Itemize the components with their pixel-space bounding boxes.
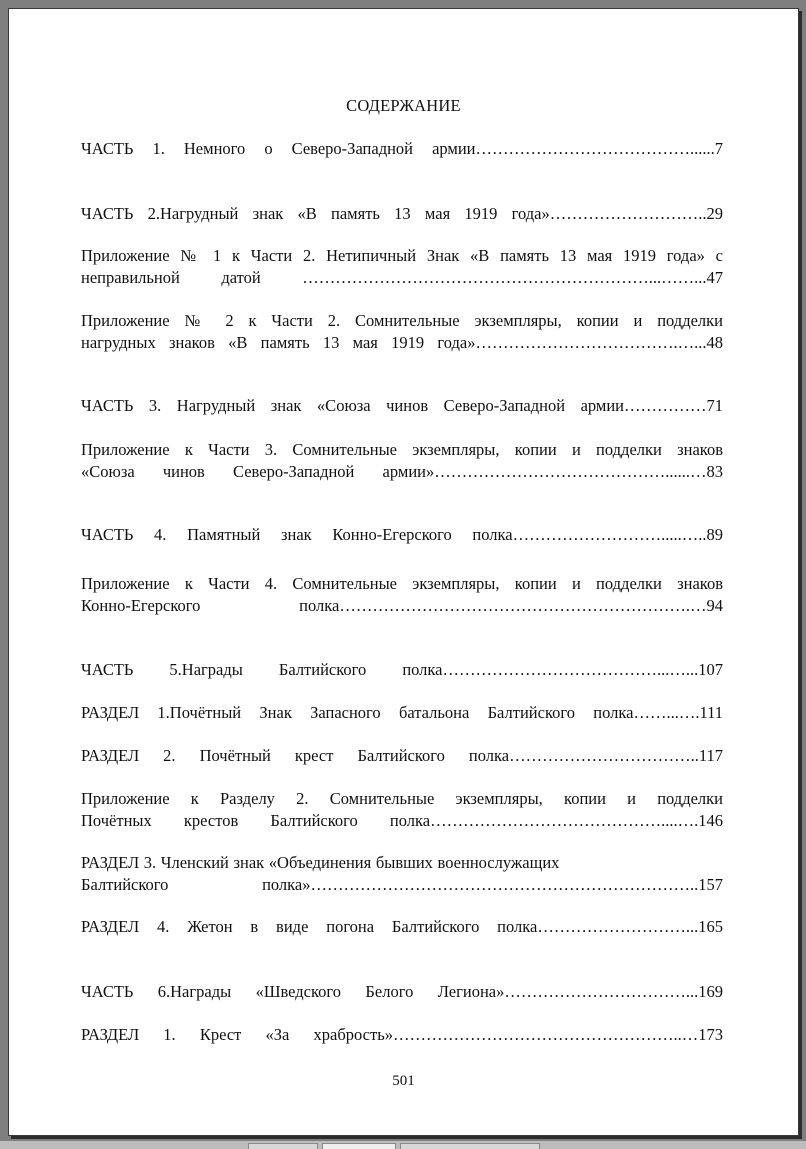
status-bar-tab[interactable] [322,1143,396,1149]
toc-entry-line: Конно-Егерского полка……………………………………………………….…94 [81,596,723,615]
toc-entry-line: ЧАСТЬ 2.Нагрудный знак «В память 13 мая 1919 года»………………………..29 [81,204,723,223]
toc-entry [81,659,723,681]
toc-heading: СОДЕРЖАНИЕ [346,96,461,115]
toc-entry [81,852,723,896]
toc-entry [81,745,723,767]
toc-entry-line: ЧАСТЬ 5.Награды Балтийского полка…………………………………...…...107 [81,660,723,679]
toc-entry-line: Приложение к Части 4. Сомнительные экземпляры, копии и подделки знаков [81,574,723,593]
document-page [8,8,799,1136]
toc-entry-line: ЧАСТЬ 3. Нагрудный знак «Союза чинов Северо-Западной армии……………71 [81,396,723,415]
toc-entry-line: «Союза чинов Северо-Западной армии»……………………………………......…83 [81,462,723,481]
toc-entry-line: Приложение № 2 к Части 2. Сомнительные экземпляры, копии и подделки [81,311,723,330]
toc-entry [81,788,723,832]
toc-entry [81,203,723,225]
toc-entry-line: РАЗДЕЛ 1.Почётный Знак Запасного батальона Балтийского полка……...….111 [81,703,723,722]
toc-entry [81,524,723,546]
toc-entry [81,138,723,160]
toc-entry-line: ЧАСТЬ 6.Награды «Шведского Белого Легиона»……………………………...169 [81,982,723,1001]
toc-entry [81,1024,723,1046]
toc-entry-line: ЧАСТЬ 1. Немного о Северо-Западной армии…………………………………......7 [81,139,723,158]
toc-entry-line: РАЗДЕЛ 3. Членский знак «Объединения бывших военнослужащих [81,853,560,872]
toc-entry-line: РАЗДЕЛ 2. Почётный крест Балтийского полка……………………………..117 [81,746,723,765]
toc-entry-line: неправильной датой ………………………………………………………...……...47 [81,268,723,287]
viewer-status-bar [0,1141,806,1149]
toc-entry [81,395,723,417]
toc-entry [81,981,723,1003]
toc-entry-line: Приложение к Разделу 2. Сомнительные экземпляры, копии и подделки [81,789,723,808]
toc-entry [81,702,723,724]
toc-entry-line: РАЗДЕЛ 1. Крест «За храбрость»……………………………………………..…173 [81,1025,723,1044]
toc-entry [81,573,723,617]
toc-entry-line: Почётных крестов Балтийского полка……………………………………....….146 [81,811,723,830]
toc-entry [81,245,723,289]
toc-entry [81,439,723,483]
toc-entry [81,916,723,938]
toc-entry-line: РАЗДЕЛ 4. Жетон в виде погона Балтийского полка………………………...165 [81,917,723,936]
page-number: 501 [392,1073,415,1089]
toc-entry-line: нагрудных знаков «В память 13 мая 1919 года»……………………………….…...48 [81,333,723,352]
status-bar-tab[interactable] [248,1143,318,1149]
toc-entry [81,310,723,354]
toc-entry-line: ЧАСТЬ 4. Памятный знак Конно-Егерского полка……………………….....…..89 [81,525,723,544]
toc-entry-line: Балтийского полка»……………………………………………………………..157 [81,875,723,894]
status-bar-tab[interactable] [400,1143,540,1149]
toc-entry-line: Приложение № 1 к Части 2. Нетипичный Знак «В память 13 мая 1919 года» с [81,246,723,265]
toc-entry-line: Приложение к Части 3. Сомнительные экземпляры, копии и подделки знаков [81,440,723,459]
